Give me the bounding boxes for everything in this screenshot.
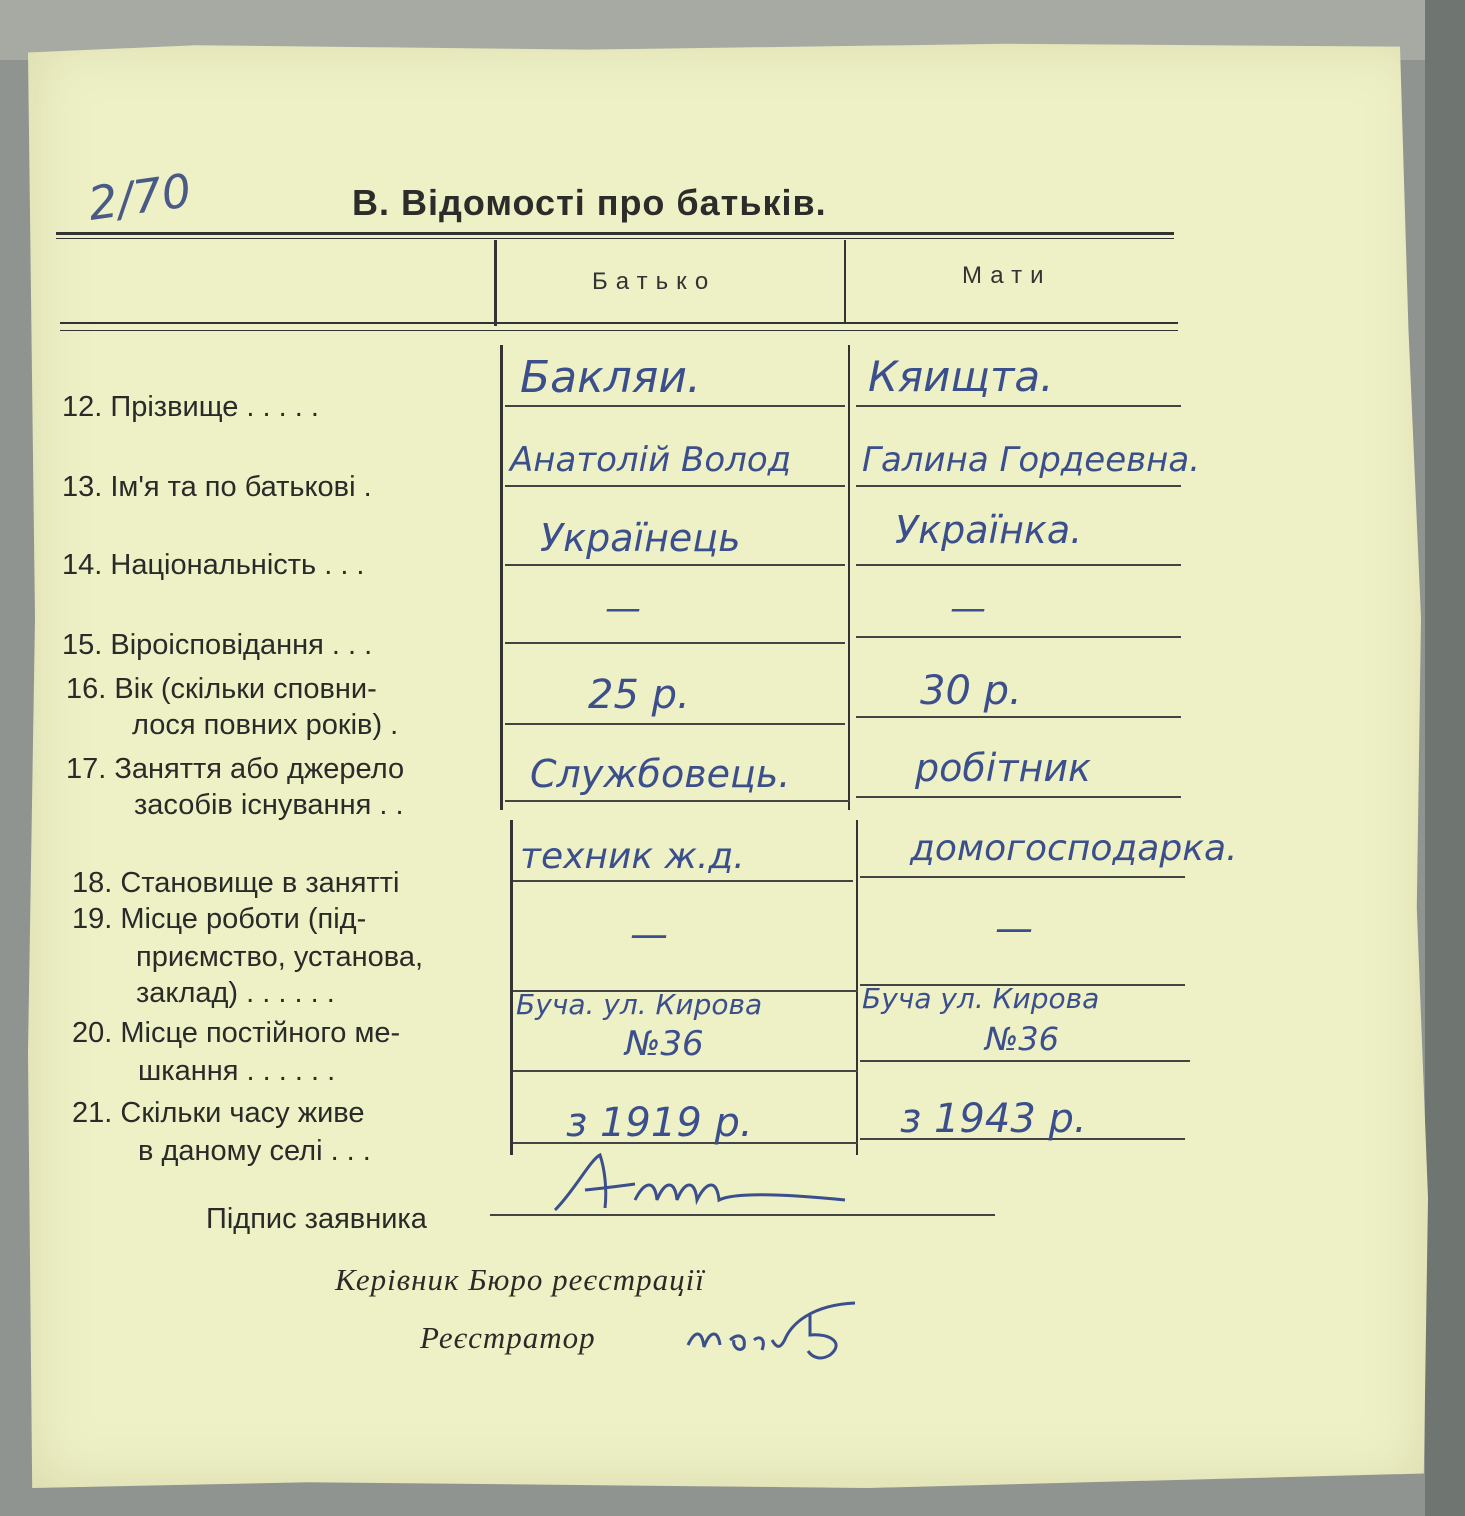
- row-13-father-line: [505, 485, 845, 487]
- row-17-mother-line: [856, 796, 1181, 798]
- row-12-father-value: Бакляи.: [520, 352, 701, 403]
- row-18-mother-value: домогосподарка.: [910, 828, 1238, 869]
- row-19-father-value: —: [630, 912, 668, 956]
- row-19-label-1: 19. Місце роботи (під-: [72, 903, 367, 935]
- row-20-mother-value-1: Буча ул. Кирова: [862, 982, 1100, 1015]
- row-14-mother-line: [856, 564, 1181, 566]
- row-15-mother-line: [856, 636, 1181, 638]
- row-12-father-line: [505, 405, 845, 407]
- row-15-mother-value: —: [950, 588, 986, 629]
- column-header-father: Батько: [592, 268, 717, 295]
- row-20-father-line: [513, 1070, 858, 1072]
- column-header-mother: Мати: [962, 262, 1052, 289]
- row-14-label: 14. Національність . . .: [62, 549, 365, 581]
- bureau-head-label: Керівник Бюро реєстрації: [335, 1262, 705, 1297]
- row-13-mother-line: [856, 485, 1181, 487]
- row-16-label-2: лося повних років) .: [132, 709, 399, 741]
- column-divider-left: [494, 240, 497, 326]
- body-divider-mid2: [856, 820, 858, 1155]
- row-18-mother-line: [860, 876, 1185, 878]
- row-20-mother-value-2: №36: [985, 1020, 1059, 1058]
- row-13-mother-value: Галина Гордеевна.: [862, 440, 1201, 480]
- row-16-mother-line: [856, 716, 1181, 718]
- background-edge: [1425, 0, 1465, 1516]
- row-17-mother-value: робітник: [915, 746, 1091, 790]
- registrar-signature: [680, 1295, 880, 1365]
- form-title: В. Відомості про батьків.: [352, 182, 827, 223]
- row-12-mother-value: Кяищта.: [868, 352, 1054, 401]
- row-18-label: 18. Становище в занятті: [72, 867, 400, 899]
- row-19-mother-value: —: [995, 906, 1033, 950]
- header-rule-top2: [56, 238, 1174, 239]
- row-17-label-1: 17. Заняття або джерело: [66, 753, 405, 785]
- header-rule-top: [56, 232, 1174, 235]
- header-rule-bottom2: [60, 330, 1178, 331]
- archive-mark: 2/70: [84, 163, 195, 231]
- row-16-father-value: 25 р.: [588, 672, 690, 718]
- row-21-father-value: з 1919 р.: [566, 1100, 753, 1146]
- row-15-label: 15. Віроісповідання . . .: [62, 629, 373, 661]
- header-rule-bottom: [60, 322, 1178, 324]
- row-16-label-1: 16. Вік (скільки сповни-: [66, 673, 377, 705]
- body-divider-mid: [848, 345, 850, 810]
- row-15-father-line: [505, 642, 845, 644]
- row-18-father-value: техник ж.д.: [520, 836, 745, 877]
- row-14-father-line: [505, 564, 845, 566]
- row-13-father-value: Анатолій Волод: [510, 440, 792, 480]
- signature-label: Підпис заявника: [206, 1203, 427, 1235]
- body-divider-left2: [510, 820, 513, 1155]
- row-21-mother-value: з 1943 р.: [900, 1096, 1087, 1142]
- row-20-label-2: шкання . . . . . .: [138, 1055, 336, 1087]
- column-divider-mid: [844, 240, 846, 324]
- row-13-label: 13. Ім'я та по батькові .: [62, 471, 372, 503]
- applicant-signature: [545, 1150, 865, 1220]
- row-20-label-1: 20. Місце постійного ме-: [72, 1017, 401, 1049]
- row-16-father-line: [505, 723, 845, 725]
- body-divider-left: [500, 345, 503, 810]
- row-21-label-2: в даному селі . . .: [138, 1135, 371, 1167]
- row-16-mother-value: 30 р.: [920, 668, 1022, 714]
- row-12-mother-line: [856, 405, 1181, 407]
- row-20-father-value-1: Буча. ул. Кирова: [516, 988, 763, 1021]
- row-19-label-2: приємство, установа,: [136, 941, 424, 973]
- row-14-father-value: Українець: [540, 516, 741, 560]
- row-17-father-value: Службовець.: [530, 752, 791, 796]
- row-12-label: 12. Прізвище . . . . .: [62, 391, 319, 423]
- row-21-label-1: 21. Скільки часу живе: [72, 1097, 365, 1129]
- row-17-father-line: [505, 800, 850, 802]
- row-15-father-value: —: [605, 588, 641, 629]
- row-19-label-3: заклад) . . . . . .: [136, 977, 335, 1009]
- row-14-mother-value: Українка.: [895, 508, 1083, 552]
- row-18-father-line: [513, 880, 853, 882]
- row-17-label-2: засобів існування . .: [134, 789, 404, 821]
- row-20-mother-line: [860, 1060, 1190, 1062]
- registrar-label: Реєстратор: [420, 1320, 596, 1355]
- row-20-father-value-2: №36: [625, 1024, 704, 1064]
